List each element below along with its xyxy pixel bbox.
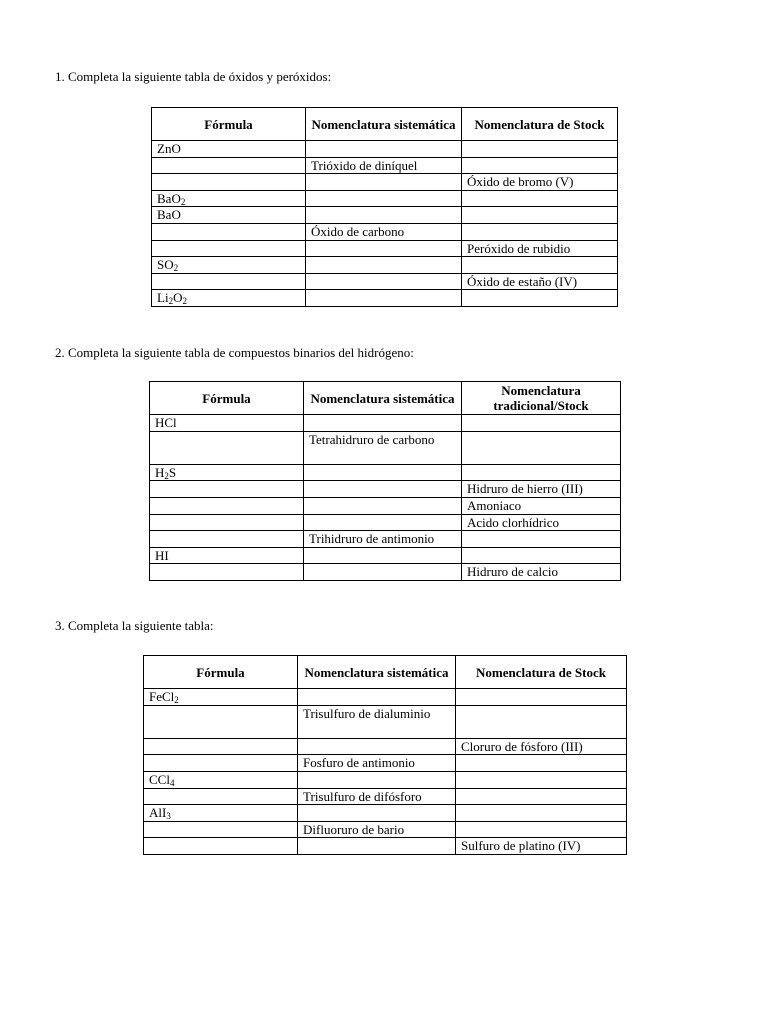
stock-cell: Hidruro de hierro (III) <box>462 481 621 498</box>
systematic-cell <box>306 190 462 207</box>
oxides-table <box>151 107 618 307</box>
systematic-cell <box>304 464 462 481</box>
table-row <box>152 157 618 174</box>
systematic-cell: Trióxido de diníquel <box>306 157 462 174</box>
stock-cell: Óxido de estaño (IV) <box>462 273 618 290</box>
stock-cell <box>462 141 618 158</box>
formula-cell: $H_2S$ <box>150 464 304 481</box>
table-row <box>144 788 627 805</box>
table-row <box>150 481 621 498</box>
table-row <box>144 771 627 788</box>
formula-cell <box>150 497 304 514</box>
formula-cell <box>144 838 298 855</box>
stock-cell <box>456 805 627 822</box>
systematic-cell <box>298 771 456 788</box>
systematic-cell <box>306 290 462 307</box>
systematic-cell: Trihidruro de antimonio <box>304 531 462 548</box>
systematic-cell: Trisulfuro de dialuminio <box>298 705 456 738</box>
systematic-cell <box>304 415 462 432</box>
stock-cell: Óxido de bromo (V) <box>462 174 618 191</box>
table-row <box>150 547 621 564</box>
formula-cell <box>152 273 306 290</box>
systematic-cell <box>306 141 462 158</box>
systematic-cell <box>304 497 462 514</box>
systematic-cell <box>304 481 462 498</box>
section2-title: 2. Completa la siguiente tabla de compuestos binarios del hidrógeno: <box>55 345 414 360</box>
systematic-cell <box>298 738 456 755</box>
column-header-formula: Fórmula <box>152 108 306 141</box>
table-row <box>144 805 627 822</box>
stock-cell <box>456 771 627 788</box>
formula-cell <box>152 240 306 257</box>
table-row <box>152 141 618 158</box>
table-row <box>150 514 621 531</box>
systematic-cell <box>306 174 462 191</box>
stock-cell: Amoniaco <box>462 497 621 514</box>
column-header-traditional-stock: Nomenclatura tradicional/Stock <box>462 382 621 415</box>
compounds-table <box>143 655 627 855</box>
column-header-formula: Fórmula <box>150 382 304 415</box>
table-row <box>150 531 621 548</box>
table-row <box>144 755 627 772</box>
stock-cell <box>462 207 618 224</box>
formula-cell <box>150 531 304 548</box>
table-row <box>144 821 627 838</box>
table-row <box>152 240 618 257</box>
stock-cell: Cloruro de fósforo (III) <box>456 738 627 755</box>
formula-cell <box>150 514 304 531</box>
systematic-cell <box>304 547 462 564</box>
table-row <box>152 190 618 207</box>
systematic-cell: Óxido de carbono <box>306 223 462 240</box>
systematic-cell <box>298 689 456 706</box>
stock-cell: Acido clorhídrico <box>462 514 621 531</box>
formula-cell <box>152 174 306 191</box>
stock-cell <box>462 190 618 207</box>
table-row <box>144 838 627 855</box>
stock-cell <box>462 415 621 432</box>
table-row <box>150 564 621 581</box>
formula-cell: FeCl$_2$ <box>144 689 298 706</box>
stock-cell <box>462 431 621 464</box>
stock-cell <box>456 755 627 772</box>
hydrogen-compounds-table <box>149 381 621 581</box>
stock-cell: Peróxido de rubidio <box>462 240 618 257</box>
stock-cell <box>456 705 627 738</box>
formula-cell: ZnO <box>152 141 306 158</box>
table-row <box>150 464 621 481</box>
formula-cell: BaO <box>152 207 306 224</box>
formula-cell: $SO_2$ <box>152 257 306 274</box>
formula-cell: BaO$_2$ <box>152 190 306 207</box>
formula-cell <box>144 755 298 772</box>
systematic-cell: Tetrahidruro de carbono <box>304 431 462 464</box>
column-header-systematic: Nomenclatura sistemática <box>304 382 462 415</box>
column-header-stock: Nomenclatura de Stock <box>456 656 627 689</box>
systematic-cell <box>298 838 456 855</box>
systematic-cell: Trisulfuro de difósforo <box>298 788 456 805</box>
formula-cell: $Li_2O_2$ <box>152 290 306 307</box>
column-header-stock: Nomenclatura de Stock <box>462 108 618 141</box>
table-row <box>152 207 618 224</box>
table-row <box>144 705 627 738</box>
table-row <box>152 174 618 191</box>
formula-cell <box>150 431 304 464</box>
formula-cell: CCl$_4$ <box>144 771 298 788</box>
systematic-cell: Difluoruro de bario <box>298 821 456 838</box>
systematic-cell: Fosfuro de antimonio <box>298 755 456 772</box>
table-row <box>150 431 621 464</box>
formula-cell <box>152 157 306 174</box>
systematic-cell <box>304 514 462 531</box>
stock-cell <box>462 223 618 240</box>
table-row <box>150 415 621 432</box>
stock-cell <box>456 788 627 805</box>
formula-cell: AlI$_3$ <box>144 805 298 822</box>
formula-cell: HCl <box>150 415 304 432</box>
section3-title: 3. Completa la siguiente tabla: <box>55 618 214 633</box>
stock-cell <box>462 157 618 174</box>
formula-cell <box>144 821 298 838</box>
table-row <box>152 223 618 240</box>
systematic-cell <box>306 273 462 290</box>
section1-title: 1. Completa la siguiente tabla de óxidos y peróxidos: <box>55 69 332 84</box>
formula-cell <box>150 481 304 498</box>
systematic-cell <box>306 207 462 224</box>
table-row <box>144 738 627 755</box>
stock-cell <box>456 689 627 706</box>
stock-cell <box>462 257 618 274</box>
formula-cell <box>144 788 298 805</box>
systematic-cell <box>306 240 462 257</box>
stock-cell <box>462 290 618 307</box>
formula-cell <box>150 564 304 581</box>
stock-cell <box>462 547 621 564</box>
systematic-cell <box>306 257 462 274</box>
table-row <box>152 273 618 290</box>
stock-cell <box>462 464 621 481</box>
column-header-systematic: Nomenclatura sistemática <box>298 656 456 689</box>
systematic-cell <box>304 564 462 581</box>
column-header-systematic: Nomenclatura sistemática <box>306 108 462 141</box>
table-row <box>144 689 627 706</box>
stock-cell: Hidruro de calcio <box>462 564 621 581</box>
table-row <box>152 257 618 274</box>
formula-cell <box>152 223 306 240</box>
table-row <box>152 290 618 307</box>
formula-cell <box>144 705 298 738</box>
stock-cell: Sulfuro de platino (IV) <box>456 838 627 855</box>
systematic-cell <box>298 805 456 822</box>
stock-cell <box>462 531 621 548</box>
table-row <box>150 497 621 514</box>
stock-cell <box>456 821 627 838</box>
formula-cell <box>144 738 298 755</box>
column-header-formula: Fórmula <box>144 656 298 689</box>
formula-cell: HI <box>150 547 304 564</box>
